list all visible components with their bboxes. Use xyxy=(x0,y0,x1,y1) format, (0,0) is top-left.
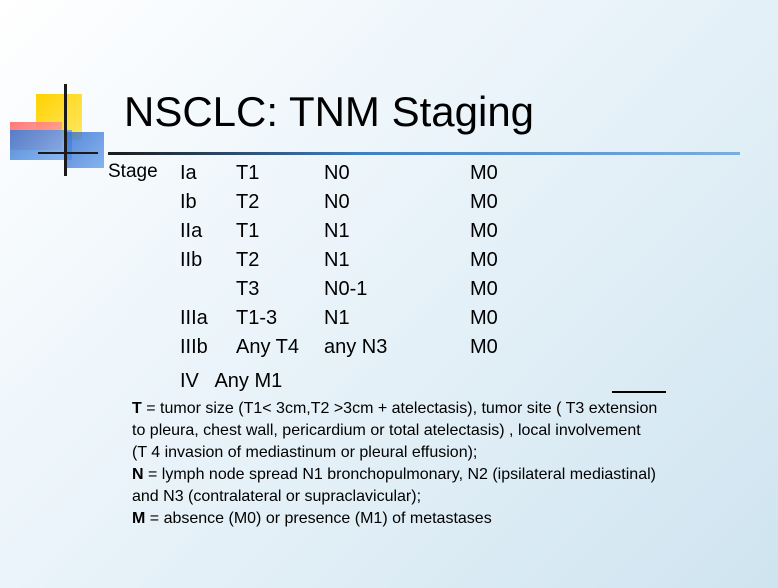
legend-notes xyxy=(132,398,742,530)
m-cell: M0 xyxy=(470,278,498,300)
t-column xyxy=(236,159,299,362)
stage-cell: IIa xyxy=(180,220,203,242)
t-key: T xyxy=(132,400,142,417)
stage-iv-row: IV Any M1 xyxy=(180,370,283,392)
blue-square xyxy=(10,130,72,160)
m-note-text-1: = absence (M0) or presence (M1) of metastases xyxy=(145,510,492,527)
n-cell: any N3 xyxy=(324,336,388,358)
stage-cell: Ib xyxy=(180,191,197,213)
blue-square-2 xyxy=(64,132,104,168)
logo-horizontal-line xyxy=(38,152,98,154)
m-cell: M0 xyxy=(470,336,498,358)
stage-cell: IIb xyxy=(180,249,203,271)
n-cell: N1 xyxy=(324,249,350,271)
t-note-text-1: = tumor size (T1< 3cm,T2 >3cm + atelectasis), tumor site ( T3 extension xyxy=(141,400,658,417)
t-cell: T2 xyxy=(236,249,260,271)
m-cell: M0 xyxy=(470,162,498,184)
title-rule xyxy=(108,152,740,155)
t-cell: T2 xyxy=(236,191,260,213)
t-cell: Any T4 xyxy=(236,336,299,358)
m-cell: M0 xyxy=(470,249,498,271)
t-cell: T1 xyxy=(236,162,260,184)
n-key: N xyxy=(132,466,144,483)
t-note-line-3: (T 4 invasion of mediastinum or pleural effusion); xyxy=(132,444,478,461)
n-note-line-1 xyxy=(132,464,742,486)
n-cell: N1 xyxy=(324,220,350,242)
stage-cell: Ia xyxy=(180,162,197,184)
vertical-line xyxy=(64,84,67,176)
stage-column xyxy=(180,159,208,362)
stage-cell xyxy=(180,275,208,304)
m-cell: M0 xyxy=(470,307,498,329)
n-cell: N0 xyxy=(324,162,350,184)
t-note-line-1 xyxy=(132,398,742,420)
n-note-text-1: = lymph node spread N1 bronchopulmonary, N2 (ipsilateral mediastinal) xyxy=(143,466,656,483)
n-note-line-2: and N3 (contralateral or supraclavicular); xyxy=(132,488,422,505)
stage-cell: IIIb xyxy=(180,336,208,358)
t-cell: T3 xyxy=(236,278,260,300)
m-cell: M0 xyxy=(470,220,498,242)
n-cell: N0 xyxy=(324,191,350,213)
stage-cell: IIIa xyxy=(180,307,208,329)
m-note-line-1 xyxy=(132,508,742,530)
n-column xyxy=(324,159,387,362)
stage-label: Stage xyxy=(108,161,158,182)
t-cell: T1 xyxy=(236,220,260,242)
m-cell: M0 xyxy=(470,191,498,213)
underline-mark xyxy=(612,391,666,393)
decorative-logo xyxy=(0,0,120,180)
m-column xyxy=(470,159,498,362)
page-title: NSCLC: TNM Staging xyxy=(124,88,535,135)
t-note-line-2: to pleura, chest wall, pericardium or total atelectasis) , local involvement xyxy=(132,422,641,439)
t-cell: T1-3 xyxy=(236,307,278,329)
n-cell: N1 xyxy=(324,307,350,329)
m-key: M xyxy=(132,510,146,527)
n-cell: N0-1 xyxy=(324,278,368,300)
